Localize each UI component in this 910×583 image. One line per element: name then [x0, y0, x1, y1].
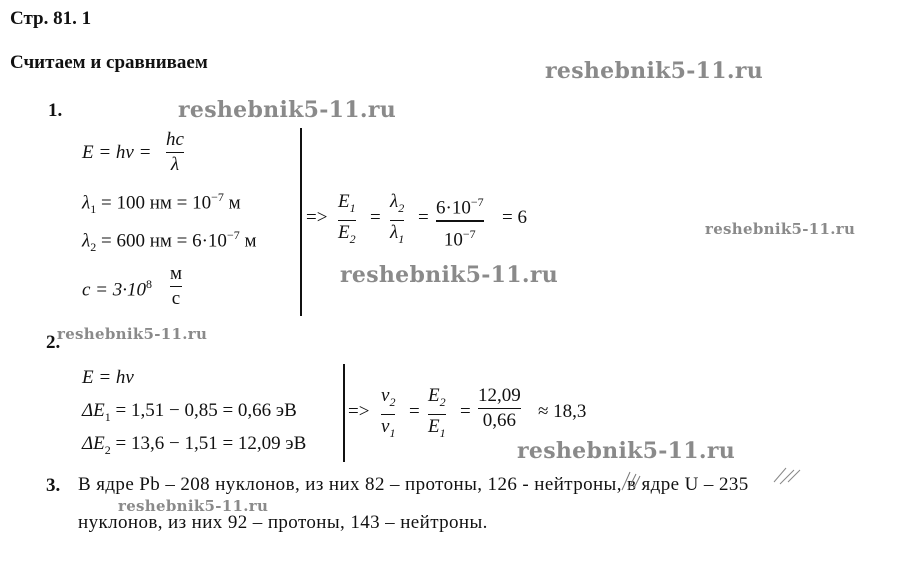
ratio-den: $E_2$ [338, 222, 356, 246]
task2-dE2-line [82, 433, 306, 458]
task2-result: ≈ 18,3 [538, 401, 587, 422]
task1-divider [300, 128, 302, 316]
section-title: Считаем и сравниваем [10, 52, 208, 73]
ratio-den: $E_1$ [428, 416, 446, 440]
watermark-7: reshebnik5-11.ru [118, 497, 269, 515]
ratio-den: $\nu_1$ [381, 416, 396, 440]
equals-sign: = [418, 207, 429, 228]
subscript: 1 [104, 409, 111, 424]
subscript: 2 [90, 240, 97, 255]
task1-frac-den: λ [170, 154, 180, 176]
equals-sign: = [370, 207, 381, 228]
task1-arrow: => [306, 207, 328, 228]
dE2-value: = 13,6 − 1,51 = 12,09 эВ [115, 433, 307, 454]
scribble-mark [770, 462, 820, 488]
task1-result: = 6 [502, 207, 527, 228]
delta-E: ΔE [82, 400, 105, 421]
task2-formula-E: E = hν [82, 367, 134, 388]
scribble-mark [618, 468, 678, 494]
watermark-4: reshebnik5-11.ru [340, 262, 559, 288]
c-value: c = 3·10 [82, 279, 147, 301]
unit-den: с [171, 288, 181, 310]
task1-number: 1. [48, 100, 63, 121]
dE1-value: = 1,51 − 0,85 = 0,66 эВ [115, 400, 297, 421]
watermark-1: reshebnik5-11.ru [545, 58, 764, 84]
equals-sign: = [460, 401, 471, 422]
lambda-symbol: λ [82, 230, 91, 252]
ratio-num: $\lambda_2$ [390, 191, 405, 215]
task1-fraction-hc-lambda [166, 128, 184, 177]
task2-ratio-value [478, 384, 521, 433]
task3-number: 3. [46, 475, 61, 496]
task1-ratio-E [338, 190, 356, 251]
task1-lambda1-line [82, 190, 241, 217]
task1-ratio-value [436, 190, 484, 252]
delta-E: ΔE [82, 433, 105, 454]
ratio-den: 0,66 [482, 410, 516, 432]
task3-line1: В ядре Pb – 208 нуклонов, из них 82 – протоны, 126 - нейтроны, в ядре U – 235 [78, 474, 749, 495]
ratio-num: $6\cdot 10^{-7}$ [436, 195, 484, 219]
watermark-5: reshebnik5-11.ru [57, 325, 208, 343]
ratio-num: 12,09 [478, 385, 521, 406]
task2-ratio-nu [381, 384, 395, 445]
task1-formula-E: E = hν = [82, 142, 152, 163]
watermark-2: reshebnik5-11.ru [178, 97, 397, 123]
task2-arrow: => [348, 401, 370, 422]
lambda1-value: = 100 нм = 10 [100, 192, 212, 214]
ratio-num: $\nu_2$ [381, 385, 396, 409]
page-header: Стр. 81. 1 [10, 8, 92, 29]
task2-divider [343, 364, 345, 462]
ratio-den: $10^{-7}$ [443, 226, 476, 251]
task1-ratio-lambda [390, 190, 404, 251]
ratio-num: $E_1$ [338, 191, 356, 215]
task2-number: 2. [46, 332, 61, 353]
watermark-6: reshebnik5-11.ru [517, 438, 736, 464]
task1-frac-num: hc [166, 129, 184, 150]
subscript: 1 [90, 202, 97, 217]
task2-dE1-line [82, 400, 297, 425]
unit: м [244, 230, 257, 252]
unit: м [228, 192, 241, 214]
exponent: 8 [146, 277, 153, 291]
task1-c-unit-fraction [170, 262, 182, 311]
subscript: 2 [104, 442, 111, 457]
exponent: −7 [211, 190, 224, 204]
ratio-den: $\lambda_1$ [390, 222, 405, 246]
task3-line2: нуклонов, из них 92 – протоны, 143 – нейтроны. [78, 512, 488, 533]
equals-sign: = [409, 401, 420, 422]
task1-c-line [82, 277, 152, 301]
lambda2-value: = 600 нм = 6·10 [100, 230, 227, 252]
watermark-3: reshebnik5-11.ru [705, 220, 856, 238]
unit-num: м [170, 263, 183, 284]
exponent: −7 [226, 228, 240, 242]
task2-ratio-E [428, 384, 446, 445]
task1-lambda2-line [82, 228, 257, 255]
lambda-symbol: λ [82, 192, 91, 214]
ratio-num: $E_2$ [428, 385, 446, 409]
